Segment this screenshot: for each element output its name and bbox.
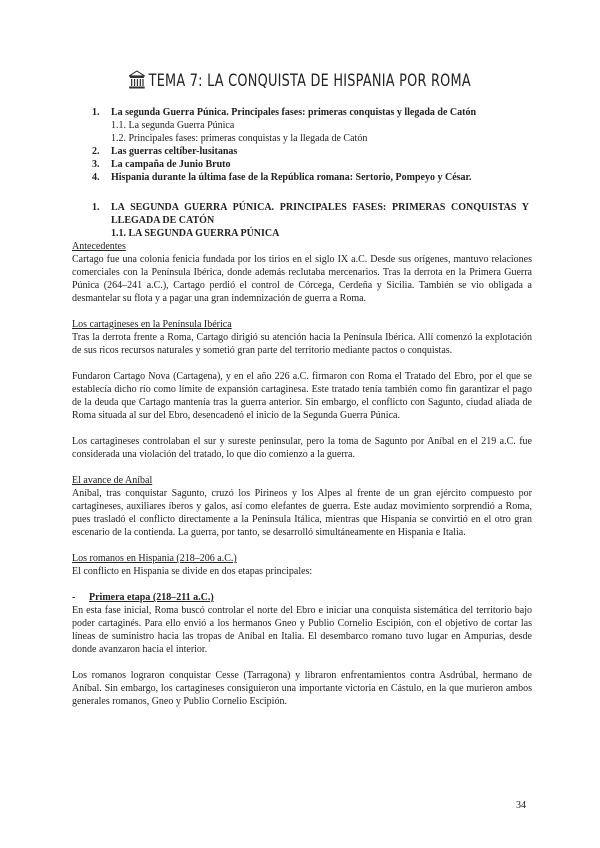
page-number: 34 — [516, 800, 526, 811]
subheading-anibal: El avance de Aníbal — [72, 475, 153, 486]
subsection-heading: 1.1. LA SEGUNDA GUERRA PÚNICA — [111, 228, 280, 239]
paragraph: El conflicto en Hispania se divide en dos etapas principales: — [72, 566, 313, 577]
spacer — [72, 422, 532, 435]
spacer — [72, 539, 532, 552]
bullet-title: Primera etapa (218–211 a.C.) — [89, 592, 214, 603]
toc-item — [92, 106, 552, 119]
paragraph: Los romanos lograron conquistar Cesse (Tarragona) y libraron enfrentamientos contra Asdrúbal, hermano de Aníbal. Sin embargo, los cartagineses consiguieron una importante victoria en Cástulo, en la que murieron ambos generales romanos, Gneo y Publio Cornelio Escipión. — [72, 670, 532, 707]
toc-text: La campaña de Junio Bruto — [111, 159, 231, 170]
toc-subitem — [92, 119, 552, 132]
paragraph: Cartago fue una colonia fenicia fundada por los tirios en el siglo IX a.C. Desde sus orígenes, mantuvo relaciones comerciales con la Península Ibérica, donde además reclutaba mercenarios. Tras la derrota en la Primera Guerra Púnica (264–241 a.C.), Cartago perdió el control de Córcega, Cerdeña y Sicilia. También se vio obligada a desmantelar su flota y a pagar una gran indemnización de guerra a Roma. — [72, 254, 532, 304]
paragraph: Los cartagineses controlaban el sur y sureste peninsular, pero la toma de Sagunto por Aníbal en el 219 a.C. fue considerada una violación del tratado, lo que dio comienzo a la guerra. — [72, 436, 532, 460]
subheading-romanos: Los romanos en Hispania (218–206 a.C.) — [72, 553, 237, 564]
spacer — [72, 656, 532, 669]
spacer — [72, 461, 532, 474]
spacer — [72, 305, 532, 318]
subheading-cartagineses: Los cartagineses en la Península Ibérica — [72, 319, 232, 330]
temple-icon — [129, 70, 146, 90]
toc-number: 1. — [92, 107, 100, 118]
section-title: LA SEGUNDA GUERRA PÚNICA. PRINCIPALES FASES: PRIMERAS CONQUISTAS Y LLEGADA DE CATÓN — [111, 202, 529, 226]
title-block — [0, 70, 600, 95]
paragraph: Aníbal, tras conquistar Sagunto, cruzó los Pirineos y los Alpes al frente de un gran ejército compuesto por cartagineses, auxiliares íberos y galos, así como elefantes de guerra. Este audaz movimiento sorprendió a Roma, pues trasladó el conflicto directamente a la Península Itálica, mientras que Hispania se convirtió en el otro gran escenario de la contienda. La guerra, por tanto, se desarrolló simultáneamente en Hispania e Italia. — [72, 488, 532, 538]
page-title-wrapper — [129, 70, 472, 90]
table-of-contents — [92, 106, 552, 184]
toc-subtext: 1.1. La segunda Guerra Púnica — [111, 120, 235, 131]
paragraph: Fundaron Cartago Nova (Cartagena), y en el año 226 a.C. firmaron con Roma el Tratado del Ebro, por el que se establecía dicho río como límite de expansión cartaginesa. Este tratado tenía también como fin garantizar el pago de la deuda que Cartago mantenía tras la guerra anterior. Sin embargo, el conflicto con Sagunto, ciudad aliada de Roma situada al sur del Ebro, desencadenó el inicio de la Segunda Guerra Púnica. — [72, 371, 532, 421]
section-heading — [92, 201, 532, 227]
toc-text: La segunda Guerra Púnica. Principales fases: primeras conquistas y llegada de Catón — [111, 107, 477, 118]
body-text — [72, 240, 532, 708]
toc-subitem — [92, 132, 552, 145]
bullet-item — [72, 591, 532, 604]
toc-number: 3. — [92, 159, 100, 170]
paragraph: En esta fase inicial, Roma buscó controlar el norte del Ebro e iniciar una conquista sistemática del territorio bajo poder cartaginés. Para ello envió a los hermanos Gneo y Publio Cornelio Escipión, con el objetivo de cortar las líneas de suministro hacia las tropas de Aníbal en Italia. El desembarco romano tuvo lugar en Ampurias, desde donde avanzaron hacia el interior. — [72, 605, 532, 655]
paragraph: Tras la derrota frente a Roma, Cartago dirigió su atención hacia la Península Ibérica. Allí comenzó la explotación de sus ricos recursos naturales y sometió gran parte del territorio mediante pactos o conquistas. — [72, 332, 532, 356]
toc-text: Hispania durante la última fase de la República romana: Sertorio, Pompeyo y César. — [111, 172, 472, 183]
section-number: 1. — [92, 202, 100, 213]
bullet-dash: - — [72, 592, 76, 603]
toc-number: 4. — [92, 172, 100, 183]
toc-subtext: 1.2. Principales fases: primeras conquistas y la llegada de Catón — [111, 133, 368, 144]
toc-text: Las guerras celtíber-lusitanas — [111, 146, 238, 157]
page-title: TEMA 7: LA CONQUISTA DE HISPANIA POR ROMA — [148, 70, 472, 90]
toc-item — [92, 158, 552, 171]
subheading-antecedentes: Antecedentes — [72, 241, 126, 252]
spacer — [72, 357, 532, 370]
toc-item — [92, 145, 552, 158]
spacer — [72, 578, 532, 591]
toc-number: 2. — [92, 146, 100, 157]
toc-item — [92, 171, 552, 184]
